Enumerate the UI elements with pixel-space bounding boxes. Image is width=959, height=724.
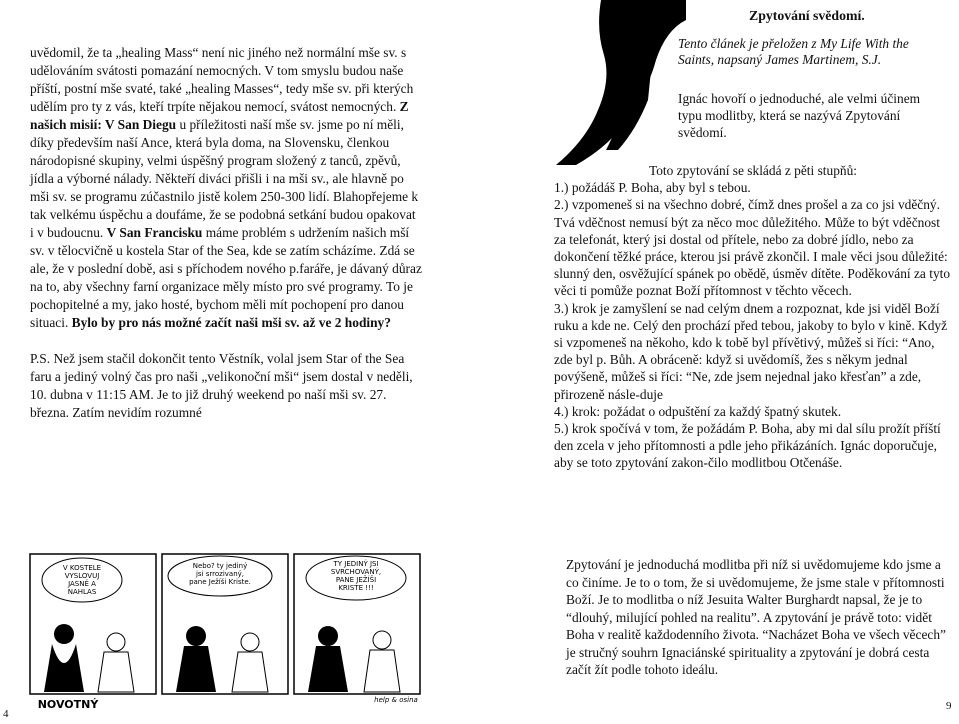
page-number-right: 9 [946, 700, 952, 712]
closing-paragraph: Zpytování je jednoduchá modlitba při níž si uvědomujeme kdo jsme a co činíme. Je to o tom, že si uvědomujeme, že jsme stale v přítomnosti Boží. Je to modlitba o níž Jesuita Walter Burghardt napsal, že je to “dlouhý, milující pohled na realitu”. A zpytování je právě toto: vidět Boha v realitě každodenního života. “Nacházet Boha ve všech věcech” je stručný souhrn Ignaciánské spirituality a zpytování je dobrá cesta začít žít podle tohoto ideálu. [566, 557, 946, 677]
page-number-left: 4 [3, 708, 9, 720]
bubble-line: NAHLAS [67, 588, 97, 596]
left-paragraph-2 [30, 350, 422, 422]
bubble-line: TY JEDINÝ JSI [333, 560, 379, 568]
step-2: 2.) vzpomeneš si na všechno dobré, čímž dnes prošel a za co jsi vděčný. Tvá vděčnost nemusí být za něco moc důležitého. Může to být vděčnost za telefonát, který jsi dostal od přítele, nebo za dobré jídlo, nebo za dokončení těžké práce, kterou jsi právě zkončil. I male věci jsou důležité: slunný den, osvěžující spánek po obědě, úsměv dítěte. Poděkování za tyto věci ti pomůže poznat Boží přítomnost v těchto věcech. [554, 197, 951, 299]
comic-signature: help & osina [374, 696, 418, 704]
comic-caption: NOVOTNÝ [37, 698, 99, 711]
bold-text: Bylo by pro nás možné začít naši mši sv. až ve 2 hodiny? [71, 315, 391, 330]
bubble-line: JASNĚ A [68, 580, 96, 588]
bubble-2-text [189, 562, 251, 586]
intro-paragraph: Ignác hovoří o jednoduché, ale velmi účinem typu modlitby, která se nazývá Zpytování svědomí. [678, 91, 921, 140]
body-text: uvědomil, že ta „healing Mass“ není nic jiného než normální mše sv. s udělováním svátosti pomazání nemocných. V tom smyslu budou naše příští, postní mše svaté, také „healing Masses“, tedy mše sv. při kterých udělím pro ty z vás, kteří trpíte nějakou nemocí, svátost nemocných. [30, 45, 414, 114]
bold-text: Z našich misií: V San Diegu [30, 99, 409, 132]
bubble-line: pane Ježíši Kriste. [189, 578, 251, 586]
body-text: u příležitosti naší mše sv. jsme po ní měli, díky především naší Ance, která byla doma, na Slovensku, členkou národopisné skupiny, velmi úspěšný program složený z tanců, zpěvů, jídla a výborné nálady. Někteří diváci přišli i na mši sv., ale hlavně po mši sv. se programu zúčastnilo jistě kolem 250-300 lidí. Blahopřejeme k tak velkému úspěchu a doufáme, že se podobná setkání budou opakovat i v budoucnu. [30, 117, 419, 240]
step-4: 4.) krok: požádat o odpuštění za každý špatný skutek. [554, 403, 842, 419]
bubble-line: jsi srrozivaný, [195, 570, 245, 578]
bubble-line: VYSLOVUJ [64, 572, 100, 580]
bubble-line: KRISTE !!! [338, 584, 374, 592]
comic-illustration [24, 552, 424, 712]
comic-strip [24, 552, 424, 712]
translation-note: Tento článek je přeložen z My Life With the Saints, napsaný James Martinem, S.J. [678, 36, 909, 67]
bubble-1-text [63, 564, 101, 596]
bubble-line: Nebo? ty jediný [192, 562, 248, 570]
body-text: máme problém s udržením našich mší sv. v tělocvičně u kostela Star of the Sea, kde se zatím scházíme. Zdá se ale, že v poslední době, asi s příchodem nového p.faráře, je dávaný důraz na to, aby všechny farní organizace měly místo pro své programy. To je pochopitelné a my, jako hosté, bychom měli mít pochopení pro danou situaci. [30, 225, 422, 330]
left-page-text [30, 44, 422, 422]
steps-heading: Toto zpytování se skládá z pěti stupňů: [648, 163, 858, 178]
bold-text: V San Francisku [106, 225, 203, 240]
step-1: 1.) požádáš P. Boha, aby byl s tebou. [554, 180, 751, 196]
bubble-line: SVRCHOVANÝ, [330, 568, 382, 576]
step-3: 3.) krok je zamyšlení se nad celým dnem a rozpoznat, kde jsi viděl Boží ruku a kde ne. Celý den prochází před tebou, jakoby to bylo v kině. Když si vzpomeneš na někoho, kdo k tobě byl přívětivý, můžeš si říci: “Ano, zde byl p. Bůh. A obráceně: když si uvědomíš, žes s někym jednal povýšeně, můžeš si říci: “Ne, zde jsem nejednal jako křesťan” a zde, přirozeně násle-duje [554, 300, 948, 402]
left-paragraph-1 [30, 44, 422, 332]
bubble-3-text [331, 559, 381, 592]
bubble-line: PANE JEŽÍŠI [335, 576, 377, 584]
body-text: P.S. Než jsem stačil dokončit tento Věstník, volal jsem Star of the Sea faru a jediný volný čas pro naši „velikonoční mši“ jsem dostal v neděli, 10. dubna v 11:15 AM. Je to již druhý weekend po naší mši sv. 27. března. Zatím nevidím rozumné [30, 351, 413, 420]
step-5: 5.) krok spočívá v tom, že požádám P. Boha, aby mi dal sílu prožít příští den zcela v jeho přítomnosti a pdle jeho přikázáních. Ignác doporučuje, aby se toto zpytování zakon-čilo modlitbou Otčenáše. [554, 421, 941, 471]
article-title: Zpytování svědomí. [749, 8, 865, 23]
bubble-line: V KOSTELE [62, 564, 102, 572]
steps-section [554, 162, 952, 472]
praying-hands-silhouette [556, 0, 686, 165]
